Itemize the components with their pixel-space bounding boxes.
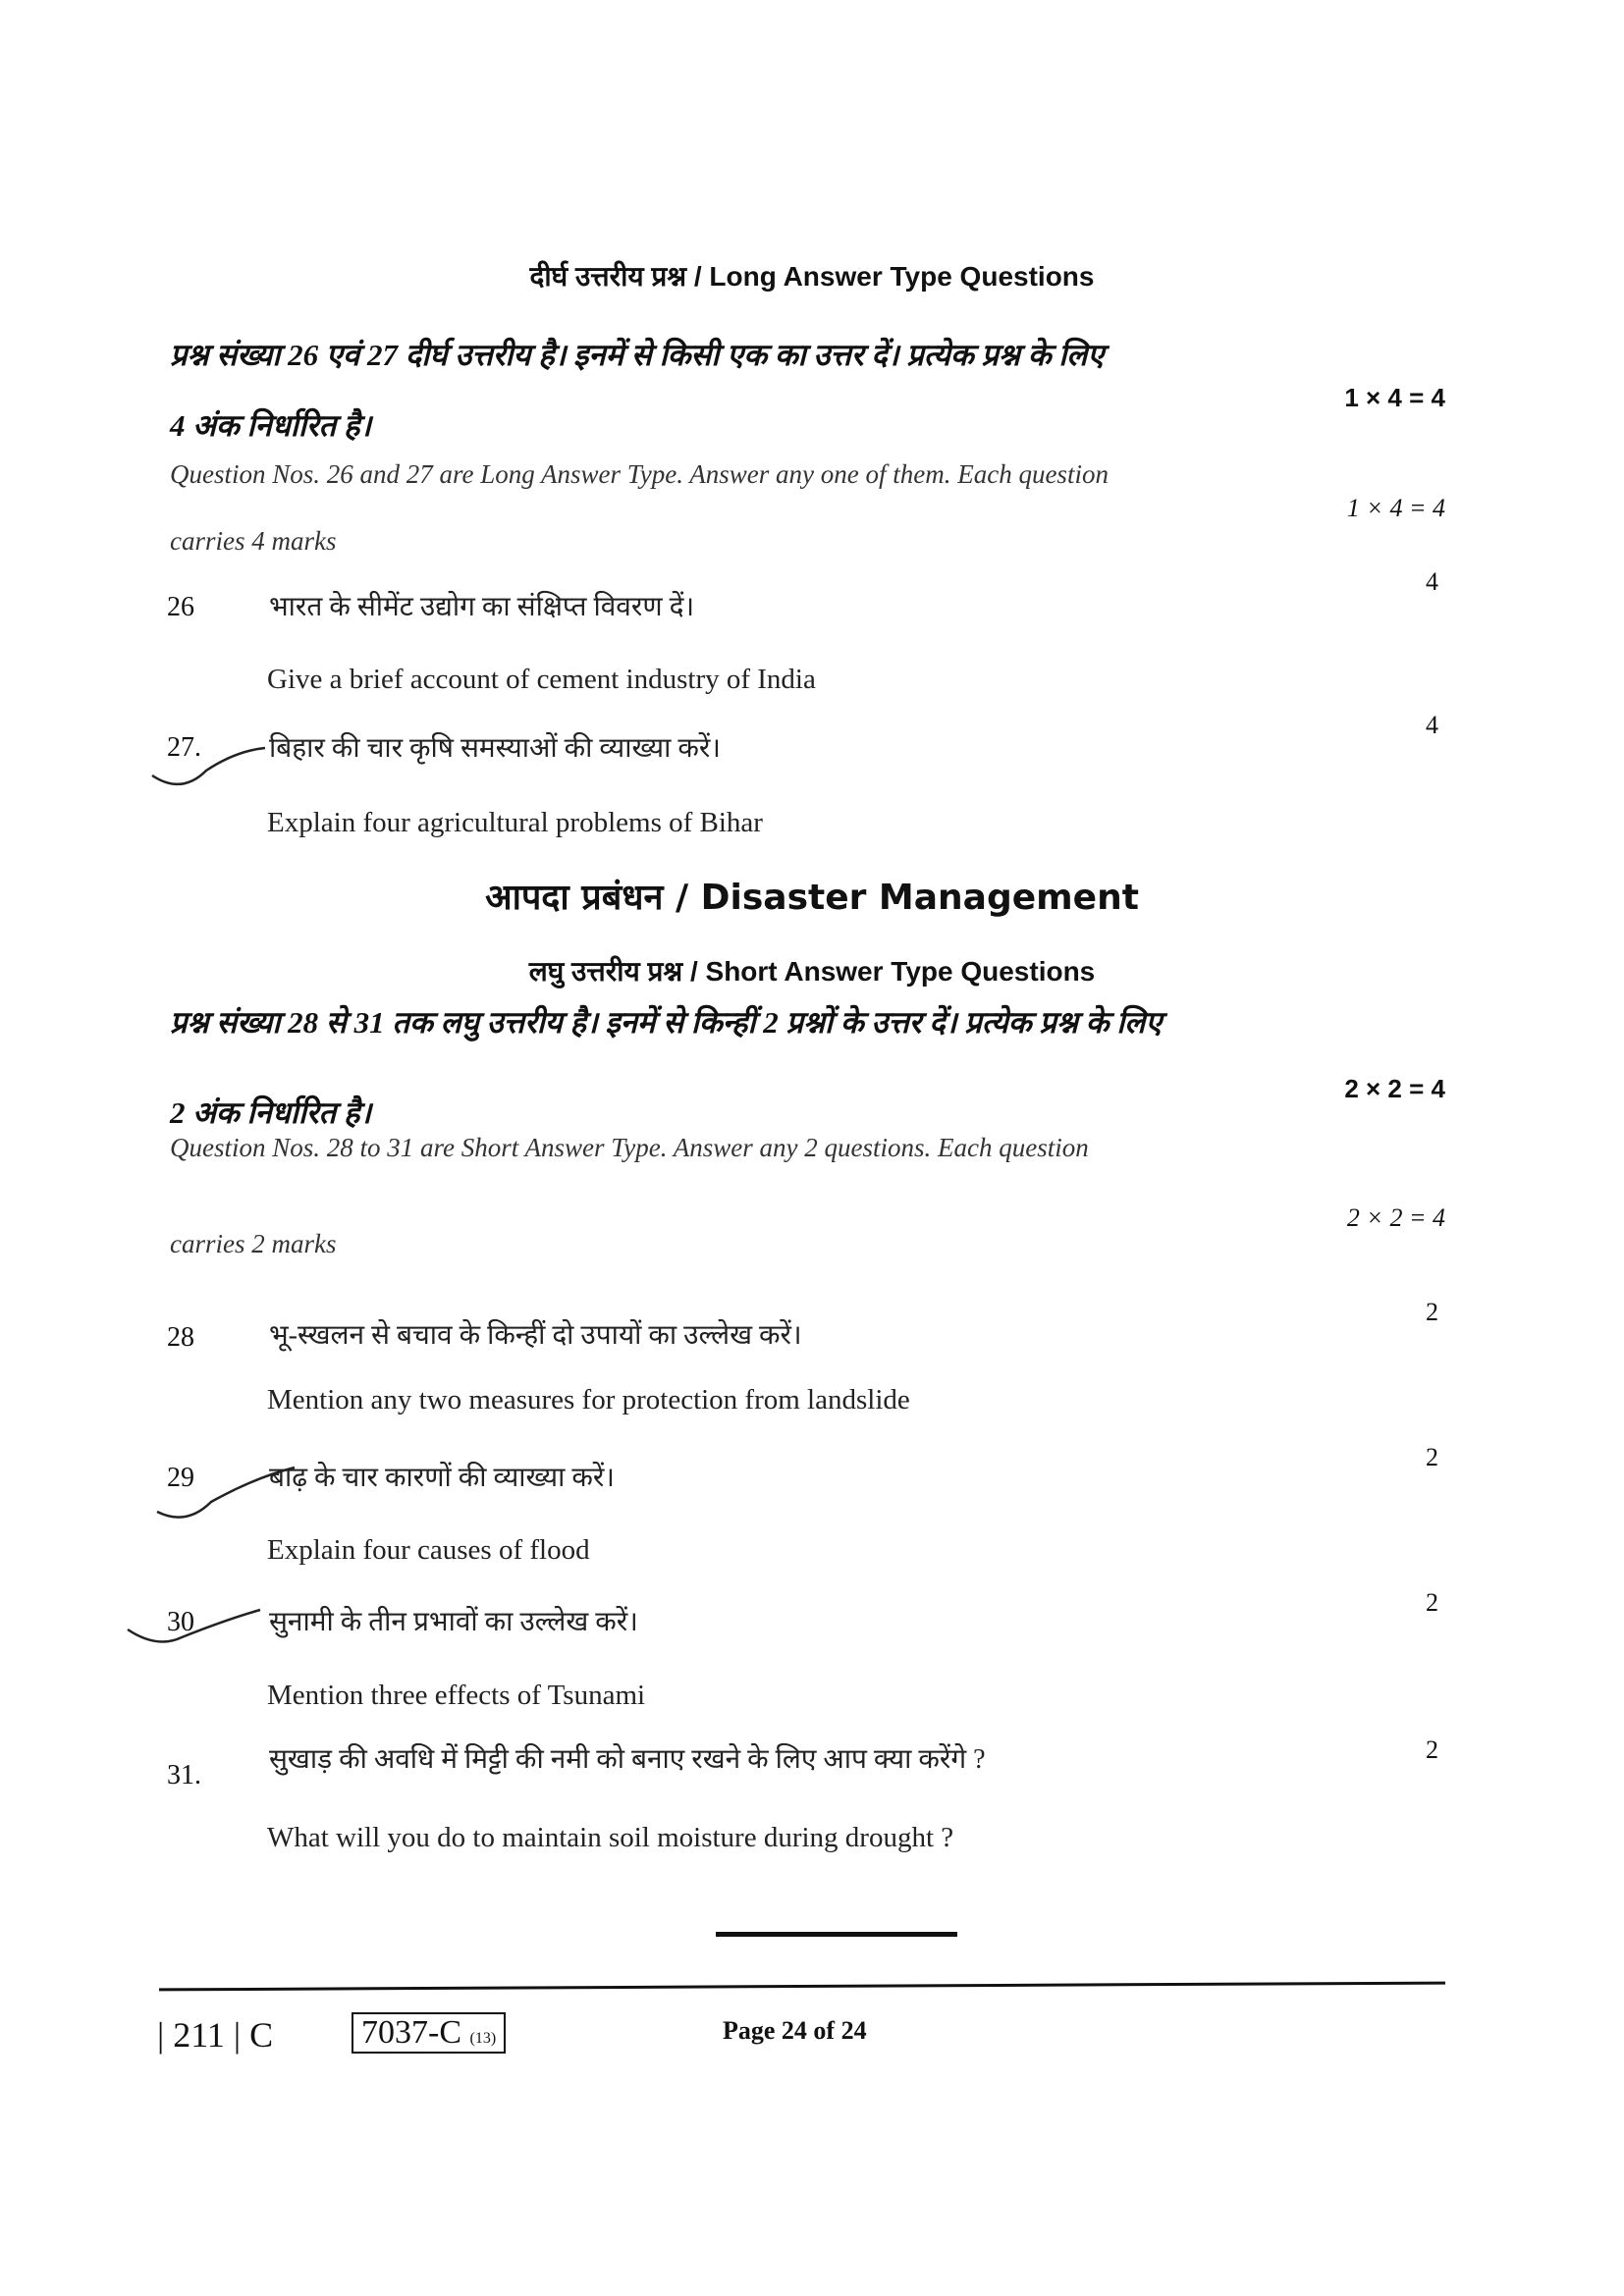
question-english: Give a brief account of cement industry of India [267,664,816,695]
footer-code-box-text: 7037-C [361,2014,461,2051]
page-number: Page 24 of 24 [723,2016,867,2045]
question-hindi: सुनामी के तीन प्रभावों का उल्लेख करें। [269,1607,638,1637]
short-hindi-instruction: प्रश्न संख्या 28 से 31 तक लघु उत्तरीय है। इनमें से किन्हीं 2 प्रश्नों के उत्तर दें। प्रत्येक प्रश्न के लिए [170,1005,1163,1040]
question-english: Explain four causes of flood [267,1534,590,1566]
footer-code-box-sub: (13) [469,2030,497,2047]
question-english: Mention three effects of Tsunami [267,1680,646,1711]
question-marks: 2 [1426,1443,1438,1471]
question-hindi: भारत के सीमेंट उद्योग का संक्षिप्त विवरण दें। [269,592,695,622]
question-hindi: सुखाड़ की अवधि में मिट्टी की नमी को बनाए रखने के लिए आप क्या करेंगे ? [269,1744,986,1775]
long-answer-heading: दीर्घ उत्तरीय प्रश्न / Long Answer Type Questions [529,261,1095,292]
long-english-instruction: Question Nos. 26 and 27 are Long Answer Type. Answer any one of them. Each question [170,459,1109,489]
footer-code: | 211 | C [157,2015,274,2055]
question-number: 29 [167,1463,194,1493]
long-hindi-instruction: प्रश्न संख्या 26 एवं 27 दीर्घ उत्तरीय है। इनमें से किसी एक का उत्तर दें। प्रत्येक प्रश्न के लिए [170,338,1105,372]
short-english-instruction: Question Nos. 28 to 31 are Short Answer Type. Answer any 2 questions. Each question [170,1133,1089,1162]
question-marks: 2 [1426,1735,1438,1764]
question-marks: 4 [1426,711,1438,739]
question-number: 30 [167,1607,194,1637]
disaster-management-heading: आपदा प्रबंधन / Disaster Management [485,878,1139,918]
long-hindi-instruction-2: 4 अंक निर्धारित है। [170,408,372,443]
long-english-marks: 1 × 4 = 4 [1346,494,1445,522]
question-english: What will you do to maintain soil moisture during drought ? [267,1822,954,1853]
question-english: Mention any two measures for protection from landslide [267,1384,910,1415]
footer-code-box [352,2012,506,2054]
short-answer-heading: लघु उत्तरीय प्रश्न / Short Answer Type Questions [528,956,1096,987]
question-marks: 2 [1426,1298,1438,1326]
question-number: 27. [167,732,201,763]
end-rule [716,1932,957,1937]
question-hindi: बाढ़ के चार कारणों की व्याख्या करें। [269,1463,615,1493]
question-hindi: भू-स्खलन से बचाव के किन्हीं दो उपायों का उल्लेख करें। [269,1320,802,1351]
question-marks: 2 [1426,1588,1438,1617]
long-hindi-marks: 1 × 4 = 4 [1344,383,1445,412]
long-english-instruction-2: carries 4 marks [170,526,337,556]
short-english-instruction-2: carries 2 marks [170,1229,337,1258]
question-number: 26 [167,592,194,622]
short-hindi-instruction-2: 2 अंक निर्धारित है। [170,1095,372,1130]
question-number: 31. [167,1760,201,1790]
question-english: Explain four agricultural problems of Bihar [267,807,763,838]
question-hindi: बिहार की चार कृषि समस्याओं की व्याख्या करें। [269,733,721,764]
question-number: 28 [167,1322,194,1353]
short-english-marks: 2 × 2 = 4 [1346,1203,1445,1232]
short-hindi-marks: 2 × 2 = 4 [1344,1074,1445,1103]
question-marks: 4 [1426,567,1438,596]
